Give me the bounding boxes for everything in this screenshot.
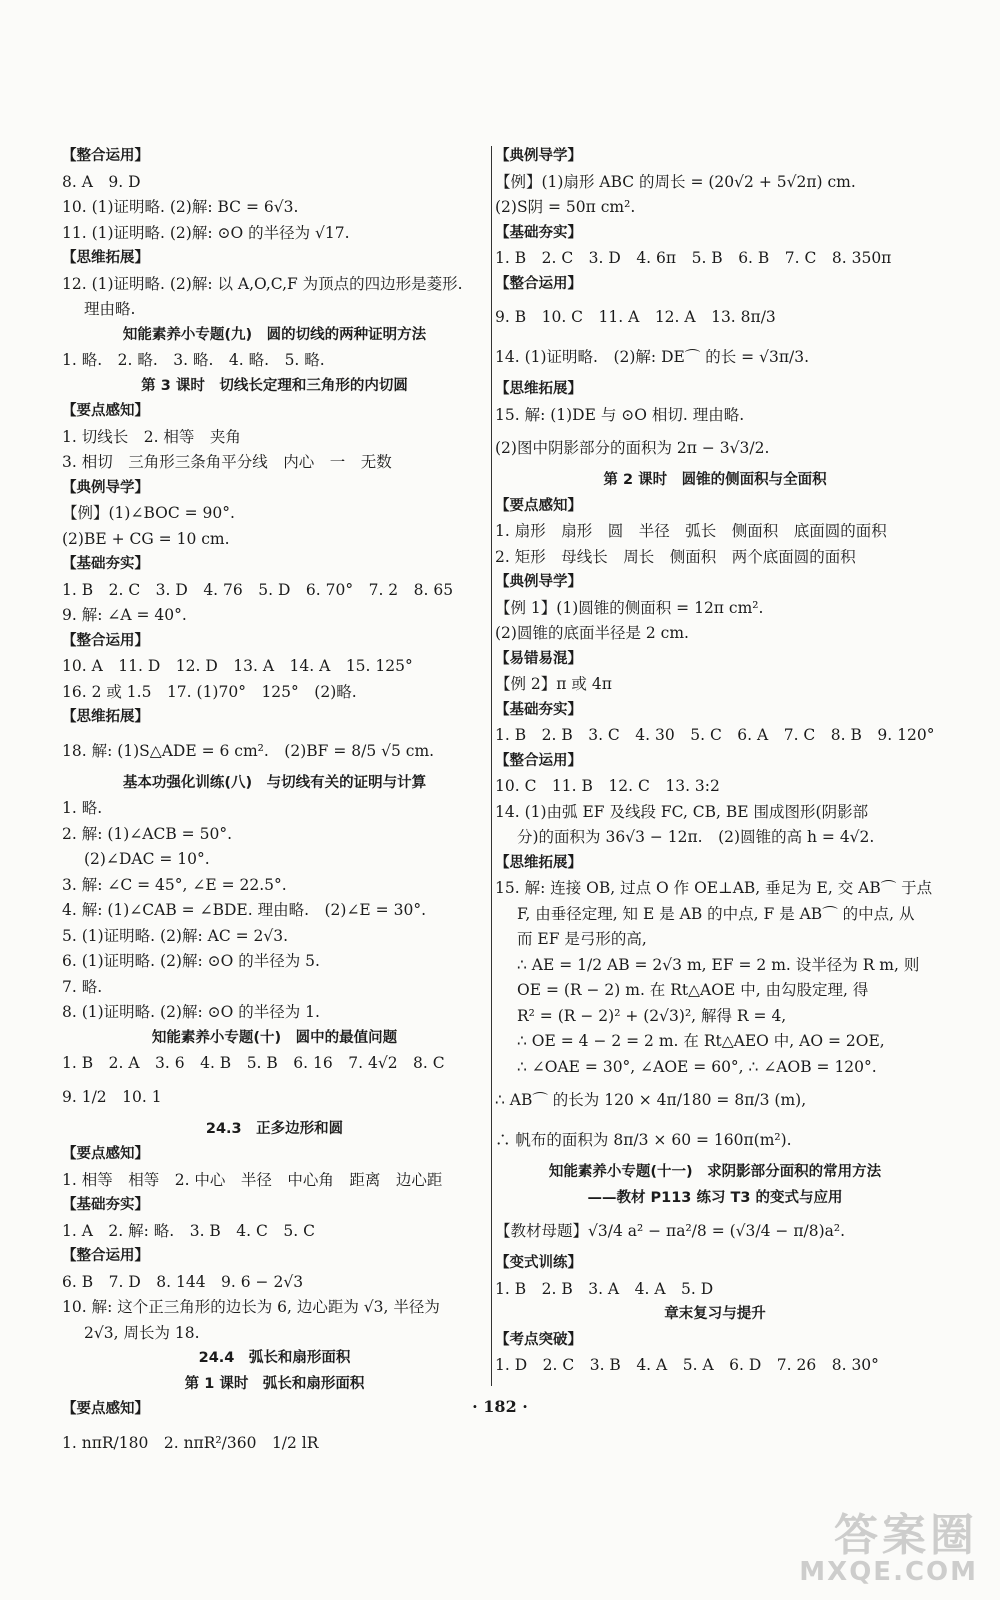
- section-heading: 【思维拓展】: [495, 854, 582, 871]
- answer-line: 7. 略.: [62, 977, 103, 996]
- left-column: [62, 146, 487, 1465]
- answer-line: 10. A 11. D 12. D 13. A 14. A 15. 125°: [62, 657, 413, 675]
- answer-line: 11. (1)证明略. (2)解: ⊙O 的半径为 √17.: [62, 223, 350, 242]
- topic-title: 第 2 课时 圆锥的侧面积与全面积: [603, 472, 827, 488]
- answer-line: 1. 略. 2. 略. 3. 略. 4. 略. 5. 略.: [62, 351, 325, 369]
- answer-line: 1. nπR/180 2. nπR²/360 1/2 lR: [62, 1433, 319, 1452]
- answer-line-continued: 而 EF 是弓形的高,: [517, 930, 647, 948]
- answer-line-continued: OE = (R − 2) m. 在 Rt△AOE 中, 由勾股定理, 得: [517, 981, 869, 999]
- topic-title: ——教材 P113 练习 T3 的变式与应用: [587, 1189, 843, 1206]
- answer-line: 【例 2】π 或 4π: [495, 675, 612, 693]
- answer-line: 3. 解: ∠C = 45°, ∠E = 22.5°.: [62, 875, 287, 894]
- answer-line: 【例】(1)扇形 ABC 的周长 = (20√2 + 5√2π) cm.: [495, 172, 856, 191]
- answer-line: 15. 解: (1)DE 与 ⊙O 相切. 理由略.: [495, 405, 745, 424]
- answer-line: (2)BE + CG = 10 cm.: [62, 529, 230, 548]
- topic-title: 知能素养小专题(十) 圆中的最值问题: [151, 1029, 398, 1046]
- topic-title: 24.4 弧长和扇形面积: [198, 1350, 351, 1366]
- answer-line: 【例】(1)∠BOC = 90°.: [62, 504, 235, 522]
- section-heading: 【典例导学】: [495, 148, 582, 164]
- topic-title: 章末复习与提升: [664, 1306, 766, 1322]
- section-heading: 【思维拓展】: [62, 250, 149, 266]
- answer-line-continued: F, 由垂径定理, 知 E 是 AB 的中点, F 是 AB⌒ 的中点, 从: [517, 904, 915, 923]
- answer-line: 2. 矩形 母线长 周长 侧面积 两个底面圆的面积: [495, 547, 856, 566]
- answer-line-continued: 2√3, 周长为 18.: [84, 1323, 200, 1342]
- section-heading: 【要点感知】: [62, 403, 149, 419]
- section-heading: 【典例导学】: [495, 574, 582, 590]
- watermark-text: 答案圈: [834, 1509, 978, 1561]
- answer-line: ∴ AB⌒ 的长为 120 × 4π/180 = 8π/3 (m),: [495, 1091, 807, 1109]
- topic-title: 基本功强化训练(八) 与切线有关的证明与计算: [122, 774, 427, 791]
- topic-title: 第 3 课时 切线长定理和三角形的内切圆: [141, 377, 408, 394]
- answer-line-continued: ∴ OE = 4 − 2 = 2 m. 在 Rt△AEO 中, AO = 2OE,: [517, 1032, 885, 1050]
- answer-line: 6. (1)证明略. (2)解: ⊙O 的半径为 5.: [62, 952, 320, 970]
- answer-line: 1. 切线长 2. 相等 夹角: [62, 427, 241, 446]
- answer-line: 1. 扇形 扇形 圆 半径 弧长 侧面积 底面圆的面积: [495, 522, 887, 540]
- answer-line-continued: ∴ ∠OAE = 30°, ∠AOE = 60°, ∴ ∠AOB = 120°.: [517, 1057, 877, 1076]
- section-heading: 【基础夯实】: [495, 224, 582, 241]
- watermark-url: MXQE.COM: [799, 1556, 978, 1587]
- answer-line-continued: 理由略.: [84, 300, 136, 318]
- topic-title: 24.3 正多边形和圆: [205, 1120, 344, 1137]
- answer-line: 1. A 2. 解: 略. 3. B 4. C 5. C: [62, 1221, 315, 1240]
- topic-title: 知能素养小专题(十一) 求阴影部分面积的常用方法: [548, 1164, 882, 1180]
- answer-line: 10. 解: 这个正三角形的边长为 6, 边心距为 √3, 半径为: [62, 1298, 440, 1316]
- answer-line: 10. C 11. B 12. C 13. 3:2: [495, 777, 720, 795]
- section-heading: 【变式训练】: [495, 1255, 582, 1271]
- answer-line: 9. B 10. C 11. A 12. A 13. 8π/3: [495, 308, 776, 326]
- answer-line: 10. (1)证明略. (2)解: BC = 6√3.: [62, 198, 299, 216]
- answer-line: 6. B 7. D 8. 144 9. 6 − 2√3: [62, 1272, 304, 1291]
- answer-line: 1. B 2. B 3. A 4. A 5. D: [495, 1279, 714, 1298]
- answer-line: 【教材母题】√3/4 a² − πa²/8 = (√3/4 − π/8)a².: [495, 1222, 846, 1240]
- page-number: · 182 ·: [472, 1397, 528, 1416]
- answer-line-continued: (2)∠DAC = 10°.: [84, 850, 210, 868]
- answer-line-continued: R² = (R − 2)² + (2√3)², 解得 R = 4,: [517, 1006, 787, 1025]
- answer-line: (2)S阴 = 50π cm².: [495, 198, 636, 216]
- column-divider: [491, 146, 492, 1386]
- answer-line: (2)圆锥的底面半径是 2 cm.: [495, 624, 689, 642]
- section-heading: 【要点感知】: [62, 1146, 149, 1162]
- section-heading: 【考点突破】: [495, 1331, 582, 1348]
- section-heading: 【思维拓展】: [62, 709, 149, 725]
- answer-line: (2)图中阴影部分的面积为 2π − 3√3/2.: [495, 439, 770, 457]
- answer-line-continued: 分)的面积为 36√3 − 12π. (2)圆锥的高 h = 4√2.: [517, 828, 875, 846]
- section-heading: 【整合运用】: [62, 148, 149, 164]
- section-heading: 【要点感知】: [62, 1401, 149, 1417]
- answer-line: ∴ 帆布的面积为 8π/3 × 60 = 160π(m²).: [495, 1131, 792, 1149]
- answer-line: 1. 略.: [62, 799, 103, 817]
- answer-line: 1. B 2. C 3. D 4. 76 5. D 6. 70° 7. 2 8. 65: [62, 580, 454, 599]
- answer-line: 1. B 2. B 3. C 4. 30 5. C 6. A 7. C 8. B 9. 120°: [495, 726, 935, 744]
- section-heading: 【整合运用】: [495, 275, 582, 292]
- answer-line: 4. 解: (1)∠CAB = ∠BDE. 理由略. (2)∠E = 30°.: [62, 901, 426, 919]
- answer-line: 8. A 9. D: [62, 172, 141, 191]
- section-heading: 【基础夯实】: [495, 701, 582, 718]
- section-heading: 【易错易混】: [495, 650, 582, 667]
- answer-line: 9. 1/2 10. 1: [62, 1087, 162, 1106]
- answer-line: 14. (1)由弧 EF 及线段 FC, CB, BE 围成图形(阴影部: [495, 802, 869, 821]
- answer-line: 14. (1)证明略. (2)解: DE⌒ 的长 = √3π/3.: [495, 348, 810, 366]
- watermark-logo: [799, 1509, 978, 1587]
- section-heading: 【要点感知】: [495, 497, 582, 514]
- section-heading: 【基础夯实】: [62, 1197, 149, 1213]
- answer-line: 15. 解: 连接 OB, 过点 O 作 OE⊥AB, 垂足为 E, 交 AB⌒ 于点: [495, 879, 933, 897]
- section-heading: 【整合运用】: [62, 632, 149, 649]
- answer-line: 16. 2 或 1.5 17. (1)70° 125° (2)略.: [62, 682, 357, 701]
- answer-line: 12. (1)证明略. (2)解: 以 A,O,C,F 为顶点的四边形是菱形.: [62, 274, 463, 293]
- section-heading: 【思维拓展】: [495, 381, 582, 397]
- answer-line: 8. (1)证明略. (2)解: ⊙O 的半径为 1.: [62, 1003, 320, 1021]
- answer-line: 2. 解: (1)∠ACB = 50°.: [62, 824, 232, 843]
- topic-title: 知能素养小专题(九) 圆的切线的两种证明方法: [122, 326, 427, 343]
- section-heading: 【典例导学】: [62, 479, 149, 496]
- section-heading: 【基础夯实】: [62, 556, 149, 572]
- answer-line: 3. 相切 三角形三条角平分线 内心 一 无数: [62, 453, 392, 471]
- answer-line: 1. B 2. C 3. D 4. 6π 5. B 6. B 7. C 8. 350π: [495, 249, 892, 267]
- answer-line: 9. 解: ∠A = 40°.: [62, 606, 187, 624]
- answer-line: 18. 解: (1)S△ADE = 6 cm². (2)BF = 8/5 √5 cm.: [62, 741, 435, 760]
- answer-line: 1. D 2. C 3. B 4. A 5. A 6. D 7. 26 8. 30°: [495, 1356, 879, 1374]
- answer-line: 1. 相等 相等 2. 中心 半径 中心角 距离 边心距: [62, 1170, 443, 1189]
- answer-line: 5. (1)证明略. (2)解: AC = 2√3.: [62, 926, 289, 945]
- answer-line-continued: ∴ AE = 1/2 AB = 2√3 m, EF = 2 m. 设半径为 R m, 则: [517, 955, 920, 974]
- section-heading: 【整合运用】: [495, 752, 582, 769]
- answer-line: 【例 1】(1)圆锥的侧面积 = 12π cm².: [495, 598, 764, 617]
- topic-title: 第 1 课时 弧长和扇形面积: [184, 1375, 365, 1392]
- right-column: [495, 146, 935, 1381]
- answer-line: 1. B 2. A 3. 6 4. B 5. B 6. 16 7. 4√2 8. C: [62, 1054, 445, 1072]
- section-heading: 【整合运用】: [62, 1248, 149, 1264]
